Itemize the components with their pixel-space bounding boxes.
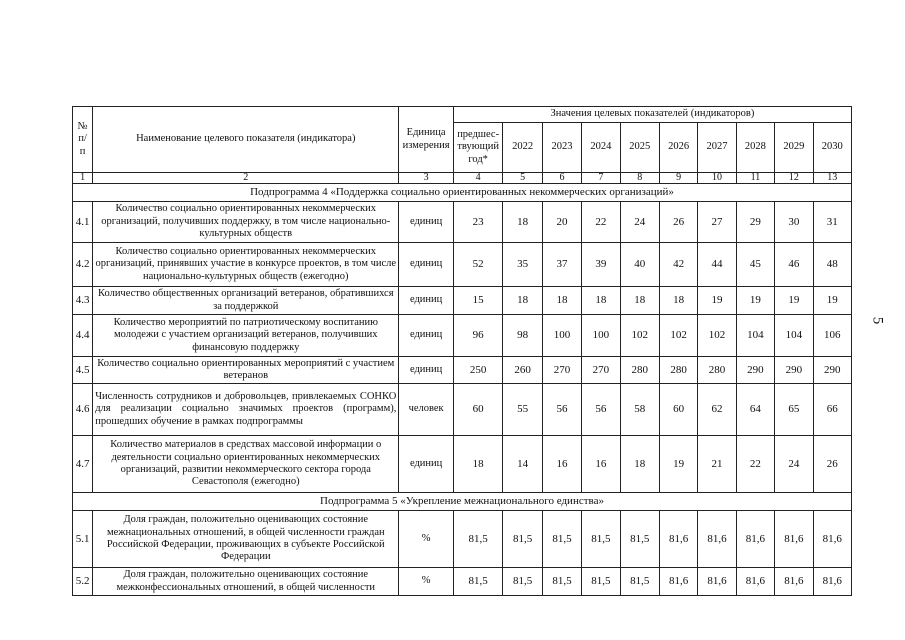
- column-number: 9: [659, 173, 697, 184]
- unit-cell: единиц: [399, 315, 454, 357]
- indicator-name: Количество социально ориентированных некоммерческих организаций, получивших поддержку, в том числе национально-культурных обществ: [93, 202, 399, 243]
- header-year: 2027: [698, 123, 736, 173]
- subprogram-4-rows: [73, 202, 852, 493]
- indicator-name: Количество материалов в средствах массовой информации о деятельности социально ориентированных некоммерческих организаций, развитии некоммерческого сектора города Севастополя (ежегодно): [93, 436, 399, 493]
- value-cell: 18: [659, 287, 697, 315]
- value-cell: 18: [620, 287, 659, 315]
- value-cell: 290: [736, 357, 774, 384]
- value-cell: 18: [582, 287, 620, 315]
- value-cell: 48: [813, 243, 851, 287]
- table-row: [73, 511, 852, 568]
- indicator-name: Количество мероприятий по патриотическому воспитанию молодежи с участием организаций ветеранов, получивших финансовую поддержку: [93, 315, 399, 357]
- column-number: 2: [93, 173, 399, 184]
- column-number: 6: [542, 173, 581, 184]
- indicator-name: Количество социально ориентированных мероприятий с участием ветеранов: [93, 357, 399, 384]
- value-cell: 250: [453, 357, 503, 384]
- value-cell: 23: [453, 202, 503, 243]
- row-number: 4.3: [73, 287, 93, 315]
- header-year: 2023: [542, 123, 581, 173]
- value-cell: 81,5: [453, 568, 503, 596]
- table-row: [73, 384, 852, 436]
- value-cell: 81,6: [775, 511, 813, 568]
- value-cell: 81,5: [582, 568, 620, 596]
- table-row: [73, 202, 852, 243]
- value-cell: 35: [503, 243, 542, 287]
- value-cell: 18: [542, 287, 581, 315]
- value-cell: 102: [659, 315, 697, 357]
- page-number: 5: [869, 316, 886, 325]
- value-cell: 19: [659, 436, 697, 493]
- value-cell: 81,6: [813, 568, 851, 596]
- unit-cell: единиц: [399, 287, 454, 315]
- value-cell: 27: [698, 202, 736, 243]
- value-cell: 19: [813, 287, 851, 315]
- header-col-name: Наименование целевого показателя (индикатора): [93, 107, 399, 173]
- value-cell: 26: [659, 202, 697, 243]
- value-cell: 81,6: [698, 511, 736, 568]
- column-number: 13: [813, 173, 851, 184]
- value-cell: 19: [736, 287, 774, 315]
- value-cell: 62: [698, 384, 736, 436]
- value-cell: 16: [582, 436, 620, 493]
- column-number: 1: [73, 173, 93, 184]
- row-number: 4.6: [73, 384, 93, 436]
- value-cell: 55: [503, 384, 542, 436]
- value-cell: 270: [582, 357, 620, 384]
- value-cell: 100: [582, 315, 620, 357]
- unit-cell: единиц: [399, 243, 454, 287]
- value-cell: 102: [620, 315, 659, 357]
- table-row: [73, 243, 852, 287]
- value-cell: 102: [698, 315, 736, 357]
- header-col-no: № п/ п: [73, 107, 93, 173]
- value-cell: 98: [503, 315, 542, 357]
- value-cell: 18: [620, 436, 659, 493]
- indicator-name: Количество социально ориентированных некоммерческих организаций, принявших участие в конкурсе проектов, в том числе национально-культурных обществ (ежегодно): [93, 243, 399, 287]
- value-cell: 56: [582, 384, 620, 436]
- value-cell: 81,5: [453, 511, 503, 568]
- table-row: [73, 568, 852, 596]
- table-row: [73, 436, 852, 493]
- value-cell: 46: [775, 243, 813, 287]
- value-cell: 58: [620, 384, 659, 436]
- value-cell: 81,6: [659, 568, 697, 596]
- indicators-table: [72, 106, 852, 596]
- value-cell: 81,5: [620, 511, 659, 568]
- header-col-values: Значения целевых показателей (индикаторов): [453, 107, 851, 123]
- indicator-name: Количество общественных организаций ветеранов, обратившихся за поддержкой: [93, 287, 399, 315]
- value-cell: 29: [736, 202, 774, 243]
- value-cell: 66: [813, 384, 851, 436]
- unit-cell: %: [399, 568, 454, 596]
- value-cell: 280: [659, 357, 697, 384]
- column-number: 12: [775, 173, 813, 184]
- header-col-prev: предшес-твующий год*: [453, 123, 503, 173]
- row-number: 4.7: [73, 436, 93, 493]
- column-number: 10: [698, 173, 736, 184]
- column-number: 4: [453, 173, 503, 184]
- value-cell: 81,6: [775, 568, 813, 596]
- header-year: 2030: [813, 123, 851, 173]
- value-cell: 104: [775, 315, 813, 357]
- value-cell: 42: [659, 243, 697, 287]
- value-cell: 40: [620, 243, 659, 287]
- value-cell: 56: [542, 384, 581, 436]
- row-number: 4.5: [73, 357, 93, 384]
- value-cell: 81,5: [503, 511, 542, 568]
- indicator-name: Доля граждан, положительно оценивающих состояние межнациональных отношений, в общей численности граждан Российской Федерации, проживающих в субъекте Российской Федерации: [93, 511, 399, 568]
- value-cell: 22: [736, 436, 774, 493]
- value-cell: 14: [503, 436, 542, 493]
- value-cell: 15: [453, 287, 503, 315]
- value-cell: 100: [542, 315, 581, 357]
- value-cell: 16: [542, 436, 581, 493]
- value-cell: 280: [620, 357, 659, 384]
- value-cell: 37: [542, 243, 581, 287]
- header-year: 2026: [659, 123, 697, 173]
- value-cell: 45: [736, 243, 774, 287]
- unit-cell: единиц: [399, 357, 454, 384]
- row-number: 5.2: [73, 568, 93, 596]
- header-year: 2024: [582, 123, 620, 173]
- unit-cell: человек: [399, 384, 454, 436]
- table-row: [73, 357, 852, 384]
- value-cell: 260: [503, 357, 542, 384]
- value-cell: 64: [736, 384, 774, 436]
- value-cell: 18: [503, 287, 542, 315]
- value-cell: 21: [698, 436, 736, 493]
- value-cell: 60: [659, 384, 697, 436]
- row-number: 4.4: [73, 315, 93, 357]
- header-year: 2025: [620, 123, 659, 173]
- value-cell: 290: [813, 357, 851, 384]
- header-year: 2022: [503, 123, 542, 173]
- value-cell: 270: [542, 357, 581, 384]
- value-cell: 19: [775, 287, 813, 315]
- value-cell: 44: [698, 243, 736, 287]
- subprogram-5-title: Подпрограмма 5 «Укрепление межнационального единства»: [73, 493, 852, 511]
- value-cell: 81,6: [659, 511, 697, 568]
- value-cell: 31: [813, 202, 851, 243]
- value-cell: 106: [813, 315, 851, 357]
- column-number: 3: [399, 173, 454, 184]
- value-cell: 81,5: [542, 568, 581, 596]
- value-cell: 65: [775, 384, 813, 436]
- header-year: 2028: [736, 123, 774, 173]
- row-number: 4.1: [73, 202, 93, 243]
- unit-cell: %: [399, 511, 454, 568]
- unit-cell: единиц: [399, 202, 454, 243]
- value-cell: 81,6: [736, 568, 774, 596]
- value-cell: 81,6: [813, 511, 851, 568]
- subprogram-5-rows: [73, 511, 852, 596]
- value-cell: 81,6: [736, 511, 774, 568]
- header-year: 2029: [775, 123, 813, 173]
- indicator-name: Доля граждан, положительно оценивающих состояние межконфессиональных отношений, в общей численности: [93, 568, 399, 596]
- value-cell: 18: [453, 436, 503, 493]
- indicator-name: Численность сотрудников и добровольцев, привлекаемых СОНКО для реализации социально значимых проектов (программ), прошедших обучение в рамках подпрограммы: [93, 384, 399, 436]
- value-cell: 81,5: [503, 568, 542, 596]
- value-cell: 96: [453, 315, 503, 357]
- value-cell: 104: [736, 315, 774, 357]
- table-row: [73, 287, 852, 315]
- value-cell: 81,5: [582, 511, 620, 568]
- value-cell: 60: [453, 384, 503, 436]
- value-cell: 81,5: [542, 511, 581, 568]
- table-row: [73, 315, 852, 357]
- row-number: 5.1: [73, 511, 93, 568]
- value-cell: 24: [775, 436, 813, 493]
- column-number: 7: [582, 173, 620, 184]
- value-cell: 52: [453, 243, 503, 287]
- value-cell: 39: [582, 243, 620, 287]
- header-col-unit: Единица измерения: [399, 107, 454, 173]
- subprogram-4-title: Подпрограмма 4 «Поддержка социально ориентированных некоммерческих организаций»: [73, 184, 852, 202]
- value-cell: 22: [582, 202, 620, 243]
- value-cell: 20: [542, 202, 581, 243]
- value-cell: 19: [698, 287, 736, 315]
- row-number: 4.2: [73, 243, 93, 287]
- value-cell: 26: [813, 436, 851, 493]
- value-cell: 24: [620, 202, 659, 243]
- column-number: 5: [503, 173, 542, 184]
- column-number: 11: [736, 173, 774, 184]
- value-cell: 280: [698, 357, 736, 384]
- value-cell: 81,5: [620, 568, 659, 596]
- value-cell: 81,6: [698, 568, 736, 596]
- column-number: 8: [620, 173, 659, 184]
- value-cell: 30: [775, 202, 813, 243]
- value-cell: 290: [775, 357, 813, 384]
- unit-cell: единиц: [399, 436, 454, 493]
- value-cell: 18: [503, 202, 542, 243]
